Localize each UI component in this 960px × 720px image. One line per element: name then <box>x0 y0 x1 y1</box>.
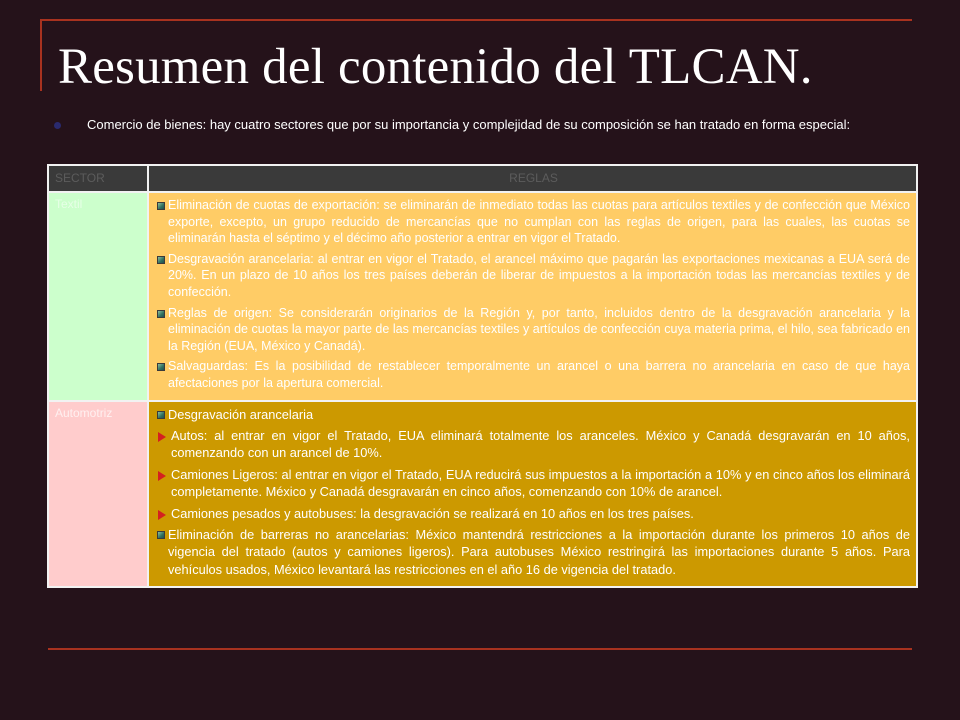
rule-item: Eliminación de barreras no arancelarias: México mantendrá restricciones a la importación durante los primeros 10 años de vigencia del tratado (autos y camiones ligeros). Para autobuses México restringirá las importaciones durante 5 años. Para vehículos usados, México levantará las restricciones en el año 16 de vigencia del tratado. <box>157 526 910 578</box>
rule-item: Camiones pesados y autobuses: la desgravación se realizará en 10 años en los tres países. <box>157 505 910 522</box>
rule-item: Eliminación de cuotas de exportación: se eliminarán de inmediato todas las cuotas para artículos textiles y de confección que México exporte, excepto, un grupo reducido de mercancías que no cumplan con las reglas de origen, para las cuales, las cuotas se eliminarán hasta el séptimo y el décimo año posterior a entrar en vigor el Tratado. <box>157 197 910 247</box>
sector-cell-automotriz: Automotriz <box>49 402 147 587</box>
rules-cell-textil <box>147 193 916 400</box>
round-bullet-icon <box>54 122 61 129</box>
rule-item: Salvaguardas: Es la posibilidad de restablecer temporalmente un arancel o una barrera no arancelaria en caso de que haya afectaciones por la apertura comercial. <box>157 358 910 391</box>
square-bullet-icon <box>157 310 165 318</box>
square-bullet-icon <box>157 256 165 264</box>
intro-bullet <box>48 116 904 133</box>
bottom-accent-rule <box>48 648 912 650</box>
header-sector: SECTOR <box>49 166 147 191</box>
rule-item: Autos: al entrar en vigor el Tratado, EUA eliminará totalmente los aranceles. México y Canadá desgravarán en 10 años, comenzando con un arancel de 10%. <box>157 427 910 462</box>
arrow-bullet-icon <box>158 432 166 442</box>
left-accent-rule <box>40 19 42 91</box>
rule-item: Camiones Ligeros: al entrar en vigor el Tratado, EUA reducirá sus impuestos a la importación a 10% y en cinco años los eliminará completamente. México y Canadá desgravarán en cinco años, comenzando con 10% de arancel. <box>157 466 910 501</box>
square-bullet-icon <box>157 531 165 539</box>
sectors-table <box>47 164 918 588</box>
table-row-textil <box>49 191 916 400</box>
arrow-bullet-icon <box>158 471 166 481</box>
square-bullet-icon <box>157 202 165 210</box>
intro-bullet-text: Comercio de bienes: hay cuatro sectores que por su importancia y complejidad de su composición se han tratado en forma especial: <box>87 117 851 132</box>
slide-title: Resumen del contenido del TLCAN. <box>58 39 813 95</box>
top-accent-rule <box>40 19 912 21</box>
header-rules: REGLAS <box>147 166 916 191</box>
table-header-row <box>49 166 916 191</box>
rule-item: Reglas de origen: Se considerarán originarios de la Región y, por tanto, incluidos dentro de la desgravación arancelaria y la eliminación de cuotas la mayor parte de las mercancías textiles y artículos de confección cuya materia prima, el hilo, sea fabricado en la Región (EUA, México y Canadá). <box>157 305 910 355</box>
table-row-automotriz <box>49 400 916 587</box>
rule-item: Desgravación arancelaria <box>157 406 910 423</box>
rules-cell-automotriz <box>147 402 916 587</box>
arrow-bullet-icon <box>158 510 166 520</box>
square-bullet-icon <box>157 363 165 371</box>
sector-cell-textil: Textil <box>49 193 147 400</box>
square-bullet-icon <box>157 411 165 419</box>
rule-item: Desgravación arancelaria: al entrar en vigor el Tratado, el arancel máximo que pagarán las exportaciones mexicanas a EUA será de 20%. En un plazo de 10 años los tres países deberán de liberar de impuestos a la importación todas las mercancías textiles y de confección. <box>157 251 910 301</box>
